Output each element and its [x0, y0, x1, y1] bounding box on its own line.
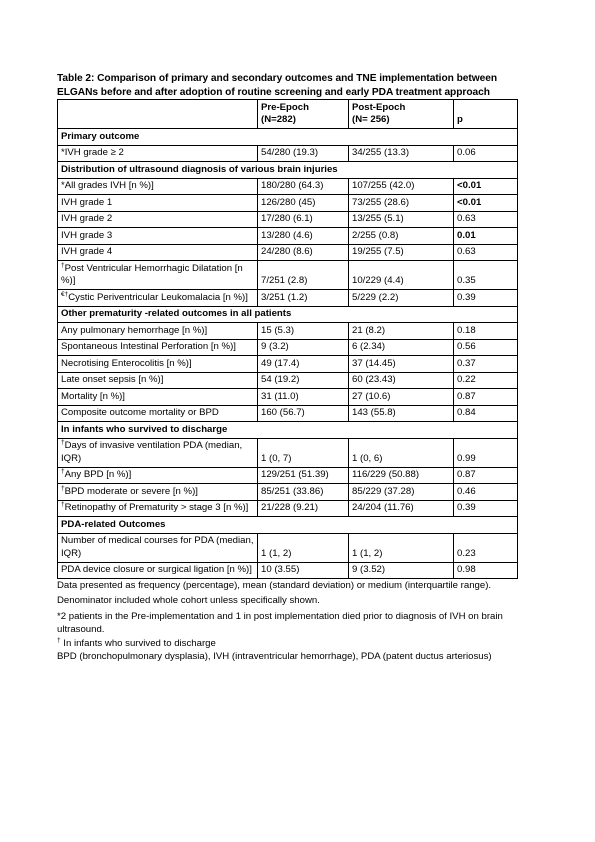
- pre-epoch-value: 21/228 (9.21): [258, 500, 349, 517]
- post-epoch-value: 1 (0, 6): [349, 438, 454, 467]
- table-row: [58, 244, 518, 261]
- table-title: Table 2: Comparison of primary and secondary outcomes and TNE implementation between ELGANs before and after adoption of routine screening and early PDA treatment approach: [57, 73, 497, 98]
- pre-epoch-value: 7/251 (2.8): [258, 261, 349, 290]
- outcome-label-cell: [58, 145, 258, 162]
- pre-epoch-value: 126/280 (45): [258, 195, 349, 212]
- post-epoch-label: Post-Epoch: [352, 101, 406, 113]
- pre-epoch-value: 13/280 (4.6): [258, 228, 349, 245]
- outcome-label: Composite outcome mortality or BPD: [61, 407, 219, 418]
- post-epoch-value: 143 (55.8): [349, 405, 454, 422]
- p-value: 0.87: [454, 467, 518, 484]
- note-abbreviations: BPD (bronchopulmonary dysplasia), IVH (intraventricular hemorrhage), PDA (patent ductus arteriosus): [57, 651, 492, 663]
- footnote-mark: †: [61, 484, 65, 492]
- header-pre-epoch: [258, 100, 349, 129]
- post-epoch-value: 2/255 (0.8): [349, 228, 454, 245]
- p-value: 0.39: [454, 500, 518, 517]
- post-epoch-value: 6 (2.34): [349, 339, 454, 356]
- table-row: [58, 372, 518, 389]
- p-value: 0.56: [454, 339, 518, 356]
- outcome-label: BPD moderate or severe [n %)]: [64, 485, 198, 497]
- p-value: 0.22: [454, 372, 518, 389]
- p-value: 0.84: [454, 405, 518, 422]
- outcome-label-cell: [58, 533, 258, 562]
- p-value: 0.98: [454, 562, 518, 579]
- table-row: [58, 178, 518, 195]
- footnote-mark: €†: [61, 290, 69, 298]
- table-row: [58, 533, 518, 562]
- outcome-label: IVH grade 1: [61, 196, 113, 208]
- section-header-row: [58, 129, 518, 146]
- p-value: 0.37: [454, 356, 518, 373]
- outcomes-table: [57, 99, 518, 579]
- outcome-label-cell: [58, 356, 258, 373]
- p-value: <0.01: [454, 178, 518, 195]
- p-value: 0.63: [454, 211, 518, 228]
- pre-epoch-value: 85/251 (33.86): [258, 484, 349, 501]
- section-header-row: [58, 422, 518, 439]
- table-row: [58, 467, 518, 484]
- post-epoch-value: 9 (3.52): [349, 562, 454, 579]
- table-row: [58, 356, 518, 373]
- footnote-mark: †: [61, 439, 65, 446]
- outcome-label-cell: [58, 562, 258, 579]
- outcome-label: Mortality [n %)]: [61, 390, 125, 402]
- outcome-label-cell: [58, 500, 258, 517]
- table-row: [58, 405, 518, 422]
- p-value: 0.01: [454, 228, 518, 245]
- outcome-label: Retinopathy of Prematurity > stage 3 [n %)]: [64, 502, 249, 513]
- pre-epoch-n: (N=282): [261, 114, 296, 125]
- p-value: 0.35: [454, 261, 518, 290]
- outcome-label: Post Ventricular Hemorrhagic Dilatation [n %)]: [61, 262, 243, 286]
- post-epoch-value: 34/255 (13.3): [349, 145, 454, 162]
- section-header-row: [58, 162, 518, 179]
- p-value: 0.18: [454, 323, 518, 340]
- note-ivh-deaths: *2 patients in the Pre-implementation and 1 in post implementation died prior to diagnosis of IVH on brain ultrasound.: [57, 610, 503, 636]
- p-value: 0.46: [454, 484, 518, 501]
- post-epoch-value: 27 (10.6): [349, 389, 454, 406]
- header-blank-cell: [58, 100, 258, 129]
- outcome-label-cell: [58, 178, 258, 195]
- outcome-label: Days of invasive ventilation PDA (median, IQR): [61, 440, 243, 464]
- table-row: [58, 323, 518, 340]
- table-row: [58, 211, 518, 228]
- p-value: 0.87: [454, 389, 518, 406]
- pre-epoch-value: 3/251 (1.2): [258, 290, 349, 307]
- section-title: PDA-related Outcomes: [58, 517, 518, 534]
- note-denominator: Denominator included whole cohort unless specifically shown.: [57, 595, 320, 607]
- post-epoch-value: 73/255 (28.6): [349, 195, 454, 212]
- outcome-label: IVH grade 4: [61, 246, 113, 257]
- p-value: 0.99: [454, 438, 518, 467]
- pre-epoch-value: 17/280 (6.1): [258, 211, 349, 228]
- section-title: In infants who survived to discharge: [58, 422, 518, 439]
- outcome-label-cell: [58, 211, 258, 228]
- outcome-label-cell: [58, 323, 258, 340]
- outcome-label: Number of medical courses for PDA (median, IQR): [61, 535, 254, 559]
- table-row: [58, 438, 518, 467]
- outcome-label: Any pulmonary hemorrhage [n %)]: [61, 324, 208, 336]
- outcome-label: Late onset sepsis [n %)]: [61, 374, 164, 385]
- outcome-label-cell: [58, 389, 258, 406]
- note-survived: [57, 637, 527, 650]
- note-survived-text: In infants who survived to discharge: [60, 637, 216, 649]
- section-header-row: [58, 306, 518, 323]
- post-epoch-value: 13/255 (5.1): [349, 211, 454, 228]
- footnote-mark: †: [61, 468, 65, 475]
- p-value: 0.23: [454, 533, 518, 562]
- pre-epoch-value: 129/251 (51.39): [258, 467, 349, 484]
- footnote-mark: †: [61, 261, 65, 269]
- document-page: [57, 72, 517, 665]
- pre-epoch-value: 10 (3.55): [258, 562, 349, 579]
- pre-epoch-value: 31 (11.0): [258, 389, 349, 406]
- footnote-mark: †: [61, 501, 65, 508]
- table-row: [58, 145, 518, 162]
- outcome-label-cell: [58, 339, 258, 356]
- table-header-row: [58, 100, 518, 129]
- pre-epoch-value: 49 (17.4): [258, 356, 349, 373]
- outcome-label-cell: [58, 405, 258, 422]
- table-row: [58, 562, 518, 579]
- section-title: Distribution of ultrasound diagnosis of various brain injuries: [58, 162, 518, 179]
- table-row: [58, 389, 518, 406]
- outcome-label: IVH grade 2: [61, 213, 113, 224]
- outcome-label: *All grades IVH [n %)]: [61, 180, 154, 191]
- pre-epoch-value: 15 (5.3): [258, 323, 349, 340]
- p-value: 0.06: [454, 145, 518, 162]
- outcome-label-cell: [58, 244, 258, 261]
- header-post-epoch: [349, 100, 454, 129]
- outcome-label-cell: [58, 195, 258, 212]
- post-epoch-value: 10/229 (4.4): [349, 261, 454, 290]
- post-epoch-value: 5/229 (2.2): [349, 290, 454, 307]
- section-header-row: [58, 517, 518, 534]
- table-notes: [57, 579, 527, 663]
- pre-epoch-value: 180/280 (64.3): [258, 178, 349, 195]
- note-data-presentation: Data presented as frequency (percentage), mean (standard deviation) or medium (interquartile range).: [57, 580, 492, 591]
- outcome-label: Any BPD [n %)]: [64, 469, 132, 480]
- table-row: [58, 195, 518, 212]
- outcome-label-cell: [58, 261, 258, 290]
- post-epoch-value: 107/255 (42.0): [349, 178, 454, 195]
- outcome-label: Necrotising Enterocolitis [n %)]: [61, 357, 192, 369]
- post-epoch-value: 1 (1, 2): [349, 533, 454, 562]
- table-row: [58, 484, 518, 501]
- outcome-label-cell: [58, 290, 258, 307]
- post-epoch-value: 21 (8.2): [349, 323, 454, 340]
- p-value: 0.39: [454, 290, 518, 307]
- pre-epoch-value: 24/280 (8.6): [258, 244, 349, 261]
- outcome-label-cell: [58, 467, 258, 484]
- pre-epoch-value: 1 (1, 2): [258, 533, 349, 562]
- post-epoch-value: 19/255 (7.5): [349, 244, 454, 261]
- post-epoch-n: (N= 256): [352, 114, 390, 125]
- post-epoch-value: 116/229 (50.88): [349, 467, 454, 484]
- table-row: [58, 500, 518, 517]
- pre-epoch-value: 9 (3.2): [258, 339, 349, 356]
- p-value: <0.01: [454, 195, 518, 212]
- table-row: [58, 339, 518, 356]
- pre-epoch-value: 54/280 (19.3): [258, 145, 349, 162]
- section-title: Other prematurity -related outcomes in all patients: [58, 306, 518, 323]
- pre-epoch-value: 160 (56.7): [258, 405, 349, 422]
- outcome-label-cell: [58, 228, 258, 245]
- post-epoch-value: 37 (14.45): [349, 356, 454, 373]
- post-epoch-value: 85/229 (37.28): [349, 484, 454, 501]
- table-row: [58, 261, 518, 290]
- header-p-value: p: [454, 100, 518, 129]
- pre-epoch-value: 54 (19.2): [258, 372, 349, 389]
- outcome-label: *IVH grade ≥ 2: [61, 147, 124, 158]
- table-row: [58, 290, 518, 307]
- post-epoch-value: 24/204 (11.76): [349, 500, 454, 517]
- outcome-label-cell: [58, 372, 258, 389]
- section-title: Primary outcome: [58, 129, 518, 146]
- outcome-label: PDA device closure or surgical ligation [n %)]: [61, 564, 252, 575]
- outcome-label-cell: [58, 484, 258, 501]
- p-value: 0.63: [454, 244, 518, 261]
- post-epoch-value: 60 (23.43): [349, 372, 454, 389]
- outcome-label-cell: [58, 438, 258, 467]
- outcome-label: IVH grade 3: [61, 229, 113, 241]
- pre-epoch-label: Pre-Epoch: [261, 101, 309, 113]
- dagger-mark: †: [57, 636, 61, 644]
- outcome-label: Cystic Periventricular Leukomalacia [n %)]: [68, 291, 248, 303]
- pre-epoch-value: 1 (0, 7): [258, 438, 349, 467]
- outcome-label: Spontaneous Intestinal Perforation [n %)]: [61, 341, 236, 352]
- table-row: [58, 228, 518, 245]
